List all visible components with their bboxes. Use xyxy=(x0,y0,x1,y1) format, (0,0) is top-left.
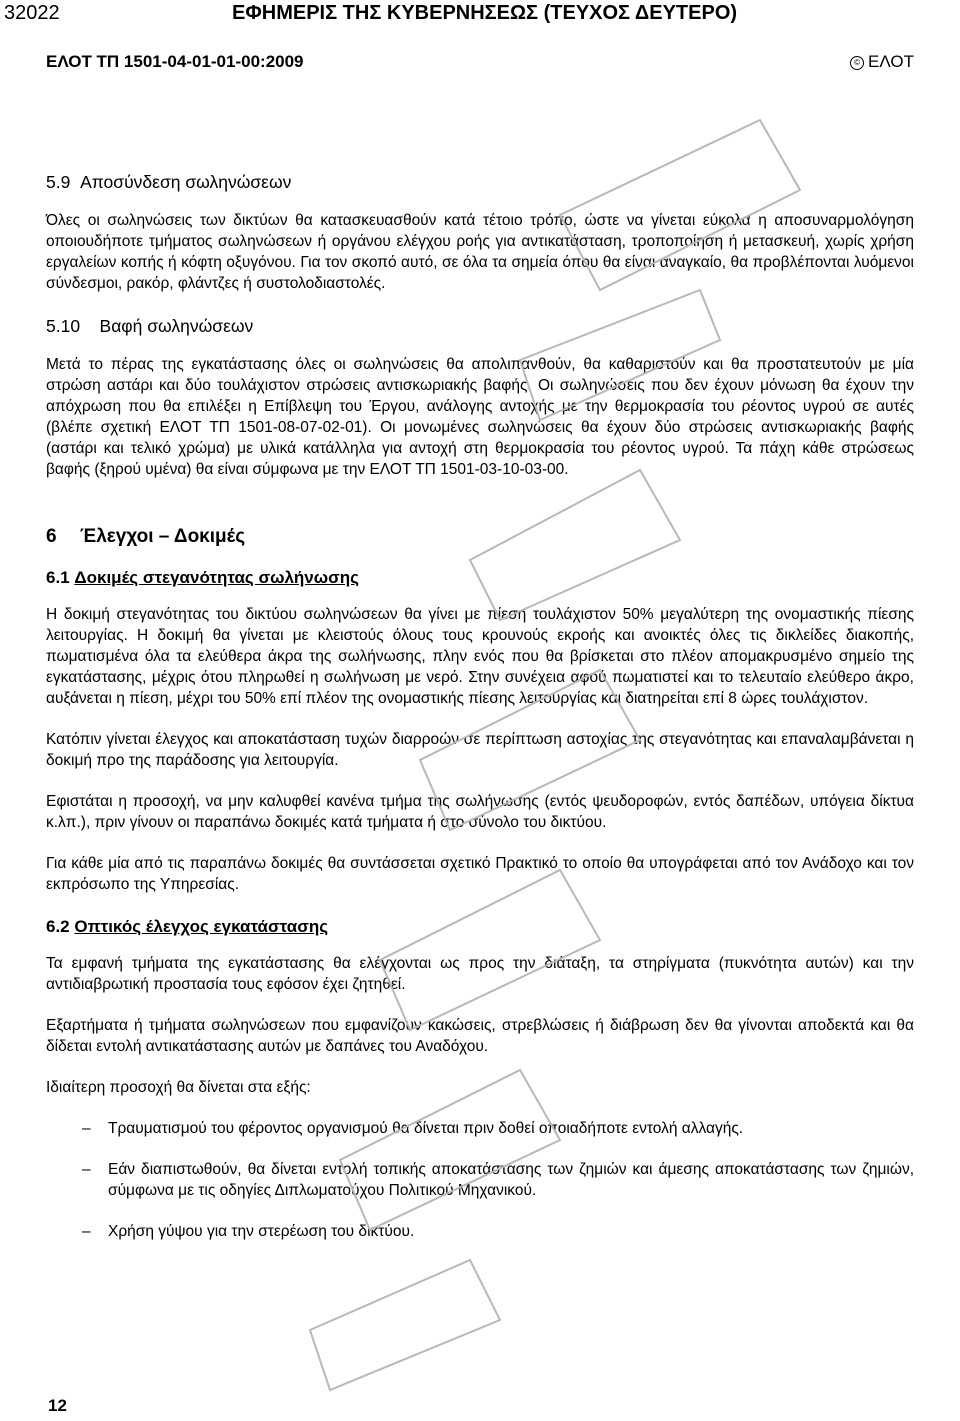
dash-bullet: – xyxy=(82,1120,91,1137)
paragraph: Τα εμφανή τμήματα της εγκατάστασης θα ελέγχονται ως προς την διάταξη, τα στηρίγματα (πυκνότητα αυτών) και την αντιδιαβρωτική προστασία τους εφόσον έχει ζητηθεί. xyxy=(46,955,914,993)
paragraph: Για κάθε μία από τις παραπάνω δοκιμές θα συντάσσεται σχετικό Πρακτικό το οποίο θα υπογράφεται από τον Ανάδοχο και τον εκπρόσωπο της Υπηρεσίας. xyxy=(46,855,914,893)
document-body xyxy=(46,170,914,1262)
section-heading-6-1: 6.1 Δοκιμές στεγανότητας σωλήνωσης xyxy=(46,568,359,587)
paragraph: Η δοκιμή στεγανότητας του δικτύου σωληνώσεων θα γίνει με πίεση τουλάχιστον 50% μεγαλύτερη της ονομαστικής πίεσης λειτουργίας. Η δοκιμή θα γίνεται με κλειστούς όλους τους κρουνούς εκροής και ανοικτές όλες τις δικλείδες διακοπής, πωματισμένα όλα τα ελεύθερα άκρα της σωλήνωσης, πλην ενός που θα βρίσκεται στο πλέον απομακρυσμένο σημείο της εγκατάστασης, μέχρις ότου πληρωθεί η σωλήνωση με νερό. Στην συνέχεια αφού πωματιστεί και το τελευταίο ελεύθερο άκρο, αυξάνεται η πίεση, μέχρι του 50% επί πλέον της ονομαστικής πίεσης λειτουργίας και διατηρείται επί 8 ώρες τουλάχιστον. xyxy=(46,606,914,707)
list-item: – Τραυματισμού του φέροντος οργανισμού θα δίνεται πριν δοθεί οποιαδήποτε εντολή αλλαγής. xyxy=(82,1120,744,1137)
paragraph: Κατόπιν γίνεται έλεγχος και αποκατάσταση τυχών διαρροών σε περίπτωση αστοχίας της στεγανότητας και επαναλαμβάνεται η δοκιμή προ της παράδοσης για λειτουργία. xyxy=(46,731,914,769)
paragraph: Ιδιαίτερη προσοχή θα δίνεται στα εξής: xyxy=(46,1079,311,1096)
paragraph: Εφιστάται η προσοχή, να μην καλυφθεί κανένα τμήμα της σωλήνωσης (εντός ψευδοροφών, εντός δαπέδων, υπόγεια δίκτυα κ.λπ.), πριν γίνουν οι παραπάνω δοκιμές κατά τμήματα ή στο σύνολο του δικτύου. xyxy=(46,793,914,831)
bullet-list xyxy=(46,1118,914,1242)
copyright-holder: ΕΛΟΤ xyxy=(868,52,914,71)
paragraph: Όλες οι σωληνώσεις των δικτύων θα κατασκευασθούν κατά τέτοιο τρόπο, ώστε να γίνεται εύκολα η αποσυναρμολόγηση οποιουδήποτε τμήματος σωληνώσεων ή οργάνου ελέγχου ροής για αντικατάσταση, τροποποίηση ή μετασκευή, χωρίς χρήση εργαλείων κοπής ή κόφτη οξυγόνου. Για τον σκοπό αυτό, σε όλα τα σημεία όπου θα είναι αναγκαίο, θα προβλέπονται λυόμενοι σύνδεσμοι, ρακόρ, φλάντζες ή συστολοδιαστολές. xyxy=(46,212,914,292)
list-item: – Εάν διαπιστωθούν, θα δίνεται εντολή τοπικής αποκατάστασης των ζημιών και άμεσης αποκατάστασης των ζημιών, σύμφωνα με τις οδηγίες Διπλωματούχου Πολιτικού Μηχανικού. xyxy=(82,1161,914,1199)
paragraph: Εξαρτήματα ή τμήματα σωληνώσεων που εμφανίζουν κακώσεις, στρεβλώσεις ή διάβρωση δεν θα γίνονται αποδεκτά και θα δίδεται εντολή αντικατάστασης αυτών με δαπάνες του Αναδόχου. xyxy=(46,1017,914,1055)
paragraph: Μετά το πέρας της εγκατάστασης όλες οι σωληνώσεις θα απολιπανθούν, θα καθαριστούν και θα προστατευτούν με μία στρώση αστάρι και δύο τουλάχιστον στρώσεις αντισκωριακής βαφής. Οι σωληνώσεις που δεν έχουν μόνωση θα έχουν την απόχρωση που θα επιλέξει η Επίβλεψη του Έργου, ανάλογης αντοχής με την θερμοκρασία του ρέοντος υγρού σε αυτές (βλέπε σχετική ΕΛΟΤ ΤΠ 1501-08-07-02-01). Οι μονωμένες σωληνώσεις θα έχουν δύο στρώσεις αντισκωριακής βαφής (αστάρι και τελικό χρώμα) με υλικά κατάλληλα για αντοχή στη θερμοκρασία του ρέοντος υγρού. Τα πάχη κάθε στρώσεως βαφής (ξηρού υμένα) θα είναι σύμφωνα με την ΕΛΟΤ ΤΠ 1501-03-10-03-00. xyxy=(46,356,914,478)
dash-bullet: – xyxy=(82,1161,91,1178)
list-item: – Χρήση γύψου για την στερέωση του δικτύου. xyxy=(82,1223,415,1240)
gazette-page-number: 32022 xyxy=(4,2,60,24)
copyright-icon: © xyxy=(850,56,864,70)
dash-bullet: – xyxy=(82,1223,91,1240)
section-heading-6-2: 6.2 Οπτικός έλεγχος εγκατάστασης xyxy=(46,917,329,936)
page-header xyxy=(0,0,960,30)
standard-code: ΕΛΟΤ ΤΠ 1501-04-01-01-00:2009 xyxy=(46,52,304,71)
copyright-notice xyxy=(850,52,914,72)
gazette-title: ΕΦΗΜΕΡΙΣ ΤΗΣ ΚΥΒΕΡΝΗΣΕΩΣ (ΤΕΥΧΟΣ ΔΕΥΤΕΡΟ) xyxy=(232,2,738,24)
section-heading-6: 6 Έλεγχοι – Δοκιμές xyxy=(46,526,246,547)
section-heading-5-9: 5.9 Αποσύνδεση σωληνώσεων xyxy=(46,172,292,192)
section-heading-5-10: 5.10 Βαφή σωληνώσεων xyxy=(46,316,254,336)
page-number: 12 xyxy=(48,1396,67,1415)
